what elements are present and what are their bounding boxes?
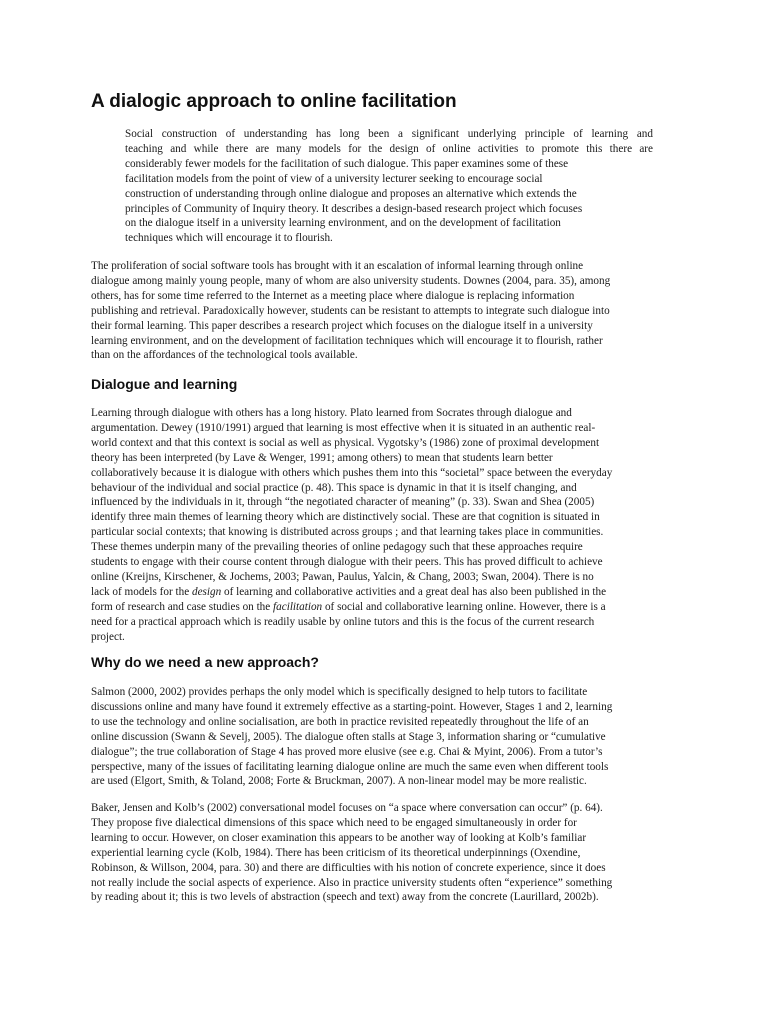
abstract-line: considerably fewer models for the facilitation of such dialogue. This paper examines some of these bbox=[125, 157, 569, 170]
paragraph-line: behaviour of the individual and social practice (p. 48). This space is dynamic in that it is itself changing, and bbox=[91, 481, 577, 494]
paragraph-line: particular social contexts; that knowing is distributed across groups ; and that learning takes place in communities. bbox=[91, 526, 604, 539]
dialogue-and-learning-paragraph bbox=[91, 406, 686, 645]
paragraph-line: dialogue”; the true collaboration of Stage 4 has proved more elusive (see e.g. Chai & Myint, 2006). From a tutor’s bbox=[91, 745, 603, 758]
document-title: A dialogic approach to online facilitation bbox=[91, 91, 457, 112]
paragraph-line: dialogue among mainly young people, many of whom are also university students. Downes (2004, para. 35), among bbox=[91, 274, 611, 287]
paragraph-line: not really include the social aspects of experience. Also in practice university students often “experience” something bbox=[91, 876, 613, 889]
paragraph-line: publishing and retrieval. Paradoxically however, students can be resistant to attempts to integrate such dialogue into bbox=[91, 304, 610, 317]
paragraph-line: online (Kreijns, Kirschener, & Jochems, 2003; Pawan, Paulus, Yalcin, & Chang, 2003; Swan, 2004). There is no bbox=[91, 570, 594, 583]
paragraph-line: theory has been interpreted (by Lave & Wenger, 1991; among others) to mean that students learn better bbox=[91, 451, 553, 464]
paragraph-line: students to engage with their course content through dialogue with their peers. This has proved difficult to achieve bbox=[91, 556, 603, 569]
paragraph-line: by reading about it; this is two levels of abstraction (speech and text) away from the concrete (Laurillard, 2002b). bbox=[91, 891, 599, 904]
paragraph-line: online discussion (Swann & Sevelj, 2005). The dialogue often stalls at Stage 3, information sharing or “cumulative bbox=[91, 730, 606, 743]
abstract-line: construction of understanding through online dialogue and proposes an alternative which extends the bbox=[125, 187, 577, 200]
paragraph-line: world context and that this context is social as well as physical. Vygotsky’s (1986) zone of proximal development bbox=[91, 436, 600, 449]
paragraph-line bbox=[91, 600, 686, 615]
paragraph-line: influenced by the individuals in it, through “the negotiated character of meaning” (p. 33). Swan and Shea (2005) bbox=[91, 496, 595, 509]
paragraph-line: learning environment, and on the development of facilitation techniques which will encourage it to flourish, rather bbox=[91, 334, 603, 347]
paragraph-line: experiential learning cycle (Kolb, 1984). There has been criticism of its theoretical underpinnings (Oxendine, bbox=[91, 846, 581, 859]
paragraph-line: Baker, Jensen and Kolb’s (2002) conversational model focuses on “a space where conversation can occur” (p. 64). bbox=[91, 802, 603, 814]
abstract-line: facilitation models from the point of view of a university lecturer seeking to encourage social bbox=[125, 172, 543, 185]
section-heading-why-new-approach: Why do we need a new approach? bbox=[91, 654, 319, 670]
emphasis-facilitation: facilitation bbox=[273, 600, 323, 613]
paragraph-line bbox=[91, 585, 686, 600]
emphasis-design: design bbox=[191, 585, 222, 598]
why-new-approach-paragraph-2 bbox=[91, 801, 686, 905]
text-run: of social and collaborative learning online. However, there is a bbox=[322, 600, 606, 613]
paragraph-line: their formal learning. This paper describes a research project which focuses on the dialogue itself in a university bbox=[91, 319, 593, 332]
text-run: of learning and collaborative activities and a great deal has also been published in the bbox=[221, 585, 607, 598]
text-run: lack of models for the bbox=[91, 585, 192, 598]
abstract bbox=[125, 127, 653, 246]
paragraph-line: learning to occur. However, on closer examination this appears to be another way of looking at Kolb’s familiar bbox=[91, 831, 587, 844]
paragraph-line: need for a practical approach which is readily usable by online tutors and this is the focus of the current research bbox=[91, 615, 595, 628]
intro-paragraph bbox=[91, 259, 686, 363]
paragraph-line: are used (Elgort, Smith, & Toland, 2008; Forte & Bruckman, 2007). A non-linear model may be more realistic. bbox=[91, 775, 587, 788]
paragraph-line: perspective, many of the issues of facilitating learning dialogue online are much the same even when different tools bbox=[91, 760, 609, 773]
paragraph-line: Learning through dialogue with others has a long history. Plato learned from Socrates through dialogue and bbox=[91, 407, 572, 419]
section-heading-dialogue-and-learning: Dialogue and learning bbox=[91, 376, 238, 392]
paragraph-line: The proliferation of social software tools has brought with it an escalation of informal learning through online bbox=[91, 260, 584, 272]
paragraph-line: others, has for some time referred to the Internet as a meeting place where dialogue is replacing information bbox=[91, 289, 575, 302]
why-new-approach-paragraph-1 bbox=[91, 685, 686, 789]
abstract-line: Social construction of understanding has long been a significant underlying principle of learning and bbox=[125, 128, 653, 140]
paragraph-line: Salmon (2000, 2002) provides perhaps the only model which is specifically designed to help tutors to facilitate bbox=[91, 686, 588, 698]
paragraph-line: to use the technology and online socialisation, are both in practice revisited repeatedly throughout the life of an bbox=[91, 715, 589, 728]
paragraph-line: project. bbox=[91, 630, 125, 643]
paragraph-line: identify three main themes of learning theory which are distinctively social. These are that cognition is situated in bbox=[91, 511, 600, 524]
paragraph-line: argumentation. Dewey (1910/1991) argued that learning is most effective when it is situated in an authentic real- bbox=[91, 421, 596, 434]
paragraph-line: collaboratively because it is dialogue with others which pushes them into this “societal” space between the everyday bbox=[91, 466, 613, 479]
paragraph-line: discussions online and many have found it extremely effective as a starting-point. However, Stages 1 and 2, learning bbox=[91, 700, 613, 713]
abstract-line: teaching and while there are many models for the design of online activities to promote this there are bbox=[125, 142, 653, 155]
abstract-line: on the dialogue itself in a university learning environment, and on the development of facilitation bbox=[125, 217, 561, 230]
text-run: form of research and case studies on the bbox=[91, 600, 274, 613]
abstract-line: techniques which will encourage it to flourish. bbox=[125, 232, 333, 245]
paragraph-line: They propose five dialectical dimensions of this space which need to be engaged simultaneously in order for bbox=[91, 816, 577, 829]
abstract-line: principles of Community of Inquiry theory. It describes a design-based research project which focuses bbox=[125, 202, 583, 215]
paragraph-line: These themes underpin many of the prevailing theories of online pedagogy such that these approaches require bbox=[91, 541, 583, 554]
paragraph-line: Robinson, & Willson, 2004, para. 30) and there are difficulties with his notion of concrete experience, since it does bbox=[91, 861, 606, 874]
paragraph-line: than on the affordances of the technological tools available. bbox=[91, 349, 358, 362]
